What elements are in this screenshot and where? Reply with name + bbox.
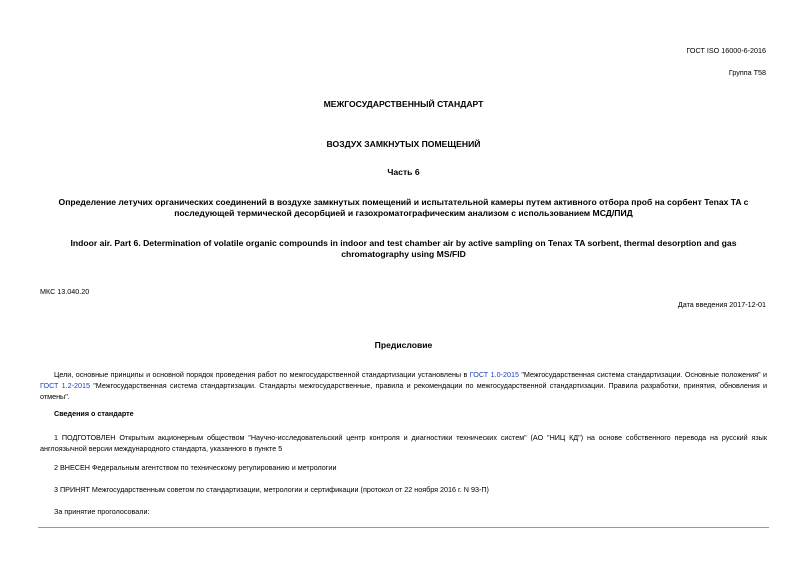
foreword-heading: Предисловие xyxy=(374,340,433,350)
document-group: Группа Т58 xyxy=(728,68,766,77)
item-prepared: 1 ПОДГОТОВЛЕН Открытым акционерным обществом "Научно-исследовательский центр контроля и диагностики технических систем" (АО "НИЦ КД") на основе собственного перевода на русский язык англоязычной версии международного стандарта, указанного в пункте 5 xyxy=(40,433,767,454)
paragraph-text: "Межгосударственная система стандартизации. Основные положения" и xyxy=(518,370,767,379)
mks-code: МКС 13.040.20 xyxy=(40,287,90,296)
paragraph-text: Цели, основные принципы и основной порядок проведения работ по межгосударственной стандартизации установлены в xyxy=(54,370,470,379)
standard-info-heading: Сведения о стандарте xyxy=(54,409,134,418)
document-part: Часть 6 xyxy=(387,167,420,177)
item-submitted: 2 ВНЕСЕН Федеральным агентством по техническому регулированию и метрологии xyxy=(54,463,337,472)
foreword-paragraph xyxy=(40,369,767,403)
item-adopted: 3 ПРИНЯТ Межгосударственным советом по стандартизации, метрологии и сертификации (протокол от 22 ноября 2016 г. N 93-П) xyxy=(54,485,489,494)
subtitle-russian: Определение летучих органических соединений в воздухе замкнутых помещений и испытательной камеры путем активного отбора проб на сорбент Tenax TA с последующей термической десорбцией и газохроматографическим анализом с использованием МСД/ПИД xyxy=(58,197,749,218)
standard-type: МЕЖГОСУДАРСТВЕННЫЙ СТАНДАРТ xyxy=(323,99,484,109)
document-title: ВОЗДУХ ЗАМКНУТЫХ ПОМЕЩЕНИЙ xyxy=(326,139,481,149)
gost-1-0-2015-link[interactable]: ГОСТ 1.0-2015 xyxy=(469,370,519,379)
paragraph-text: "Межгосударственная система стандартизации. Стандарты межгосударственные, правила и рекомендации по межгосударственной стандартизации. Правила разработки, принятия, обновления и отмены". xyxy=(40,381,767,402)
divider xyxy=(38,527,769,528)
subtitle-english: Indoor air. Part 6. Determination of volatile organic compounds in indoor and test chamber air by active sampling on Tenax TA sorbent, thermal desorption and gas chromatography using MS/FID xyxy=(70,238,737,259)
introduction-date: Дата введения 2017-12-01 xyxy=(677,300,766,309)
voted-label: За принятие проголосовали: xyxy=(54,507,150,516)
document-number: ГОСТ ISO 16000-6-2016 xyxy=(686,46,766,55)
gost-1-2-2015-link[interactable]: ГОСТ 1.2-2015 xyxy=(40,381,91,391)
